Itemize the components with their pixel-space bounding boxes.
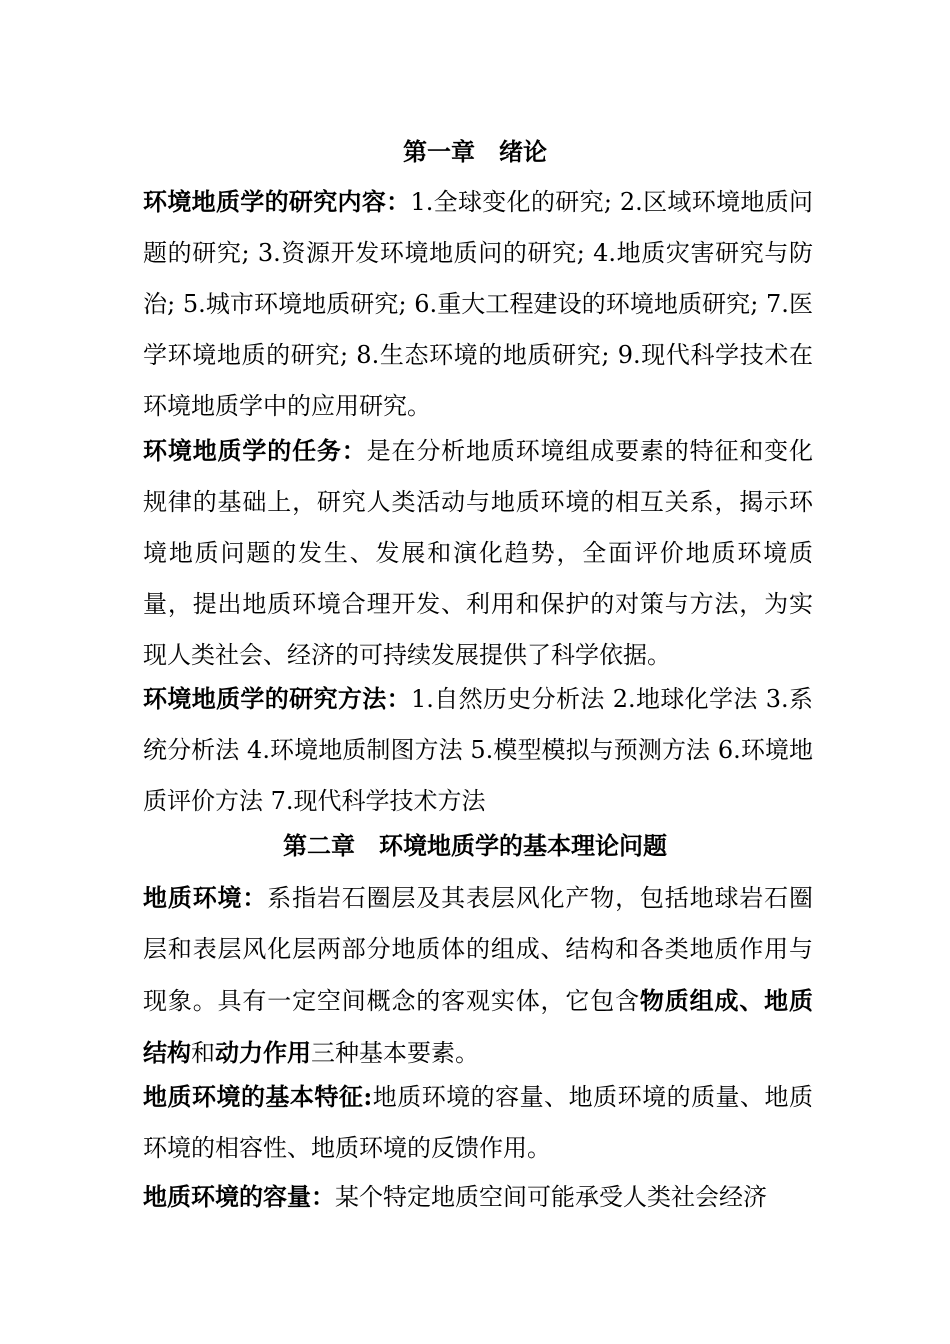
basic-features-text: 地质环境的容量、地质环境的质量、地质环境的相容性、地质环境的反馈作用。 xyxy=(143,1083,814,1162)
geo-env-text: 系指岩石圈层及其表层风化产物，包括地球岩石圈层和表层风化层两部分地质体的组成、结构和各类地质作用与现象。具有一定空间概念的客观实体，它包含 xyxy=(143,884,814,1015)
research-content-paragraph xyxy=(143,176,813,432)
geo-env-term: 地质环境： xyxy=(143,883,268,912)
task-paragraph xyxy=(143,425,813,681)
geo-env-text-end: 三种基本要素。 xyxy=(311,1039,479,1067)
task-term: 环境地质学的任务： xyxy=(143,436,367,465)
separator-1: 、 xyxy=(739,986,765,1015)
separator-2: 和 xyxy=(191,1039,215,1067)
capacity-paragraph xyxy=(143,1171,813,1223)
methods-paragraph xyxy=(143,673,813,827)
methods-term: 环境地质学的研究方法： xyxy=(143,684,411,713)
dynamic-action-term: 动力作用 xyxy=(215,1038,311,1067)
research-content-term: 环境地质学的研究内容： xyxy=(143,187,411,216)
capacity-text: 某个特定地质空间可能承受人类社会经济 xyxy=(335,1183,767,1211)
basic-features-paragraph xyxy=(143,1071,813,1174)
capacity-term: 地质环境的容量： xyxy=(143,1182,335,1211)
geo-env-paragraph xyxy=(143,872,813,1079)
methods-text: 1.自然历史分析法 2.地球化学法 3.系统分析法 4.环境地质制图方法 5.模型模拟与预测方法 6.环境地质评价方法 7.现代科学技术方法 xyxy=(143,685,814,815)
chapter-2-heading: 第二章 环境地质学的基本理论问题 xyxy=(283,831,667,860)
material-composition-term: 物质组成 xyxy=(639,986,740,1015)
research-content-text: 1.全球变化的研究; 2.区域环境地质问题的研究; 3.资源开发环境地质问的研究; 4.地质灾害研究与防治; 5.城市环境地质研究; 6.重大工程建设的环境地质研究; 7.医学环境地质的研究; 8.生态环境的地质研究; 9.现代科学技术在环境地质学中的应用研究。 xyxy=(143,188,814,420)
geological-structure-term: 地质结构 xyxy=(143,986,814,1067)
chapter-1-heading: 第一章 绪论 xyxy=(403,137,547,166)
basic-features-term: 地质环境的基本特征: xyxy=(143,1082,373,1111)
task-text: 是在分析地质环境组成要素的特征和变化规律的基础上，研究人类活动与地质环境的相互关系，揭示环境地质问题的发生、发展和演化趋势，全面评价地质环境质量，提出地质环境合理开发、利用和保护的对策与方法，为实现人类社会、经济的可持续发展提供了科学依据。 xyxy=(143,437,814,669)
